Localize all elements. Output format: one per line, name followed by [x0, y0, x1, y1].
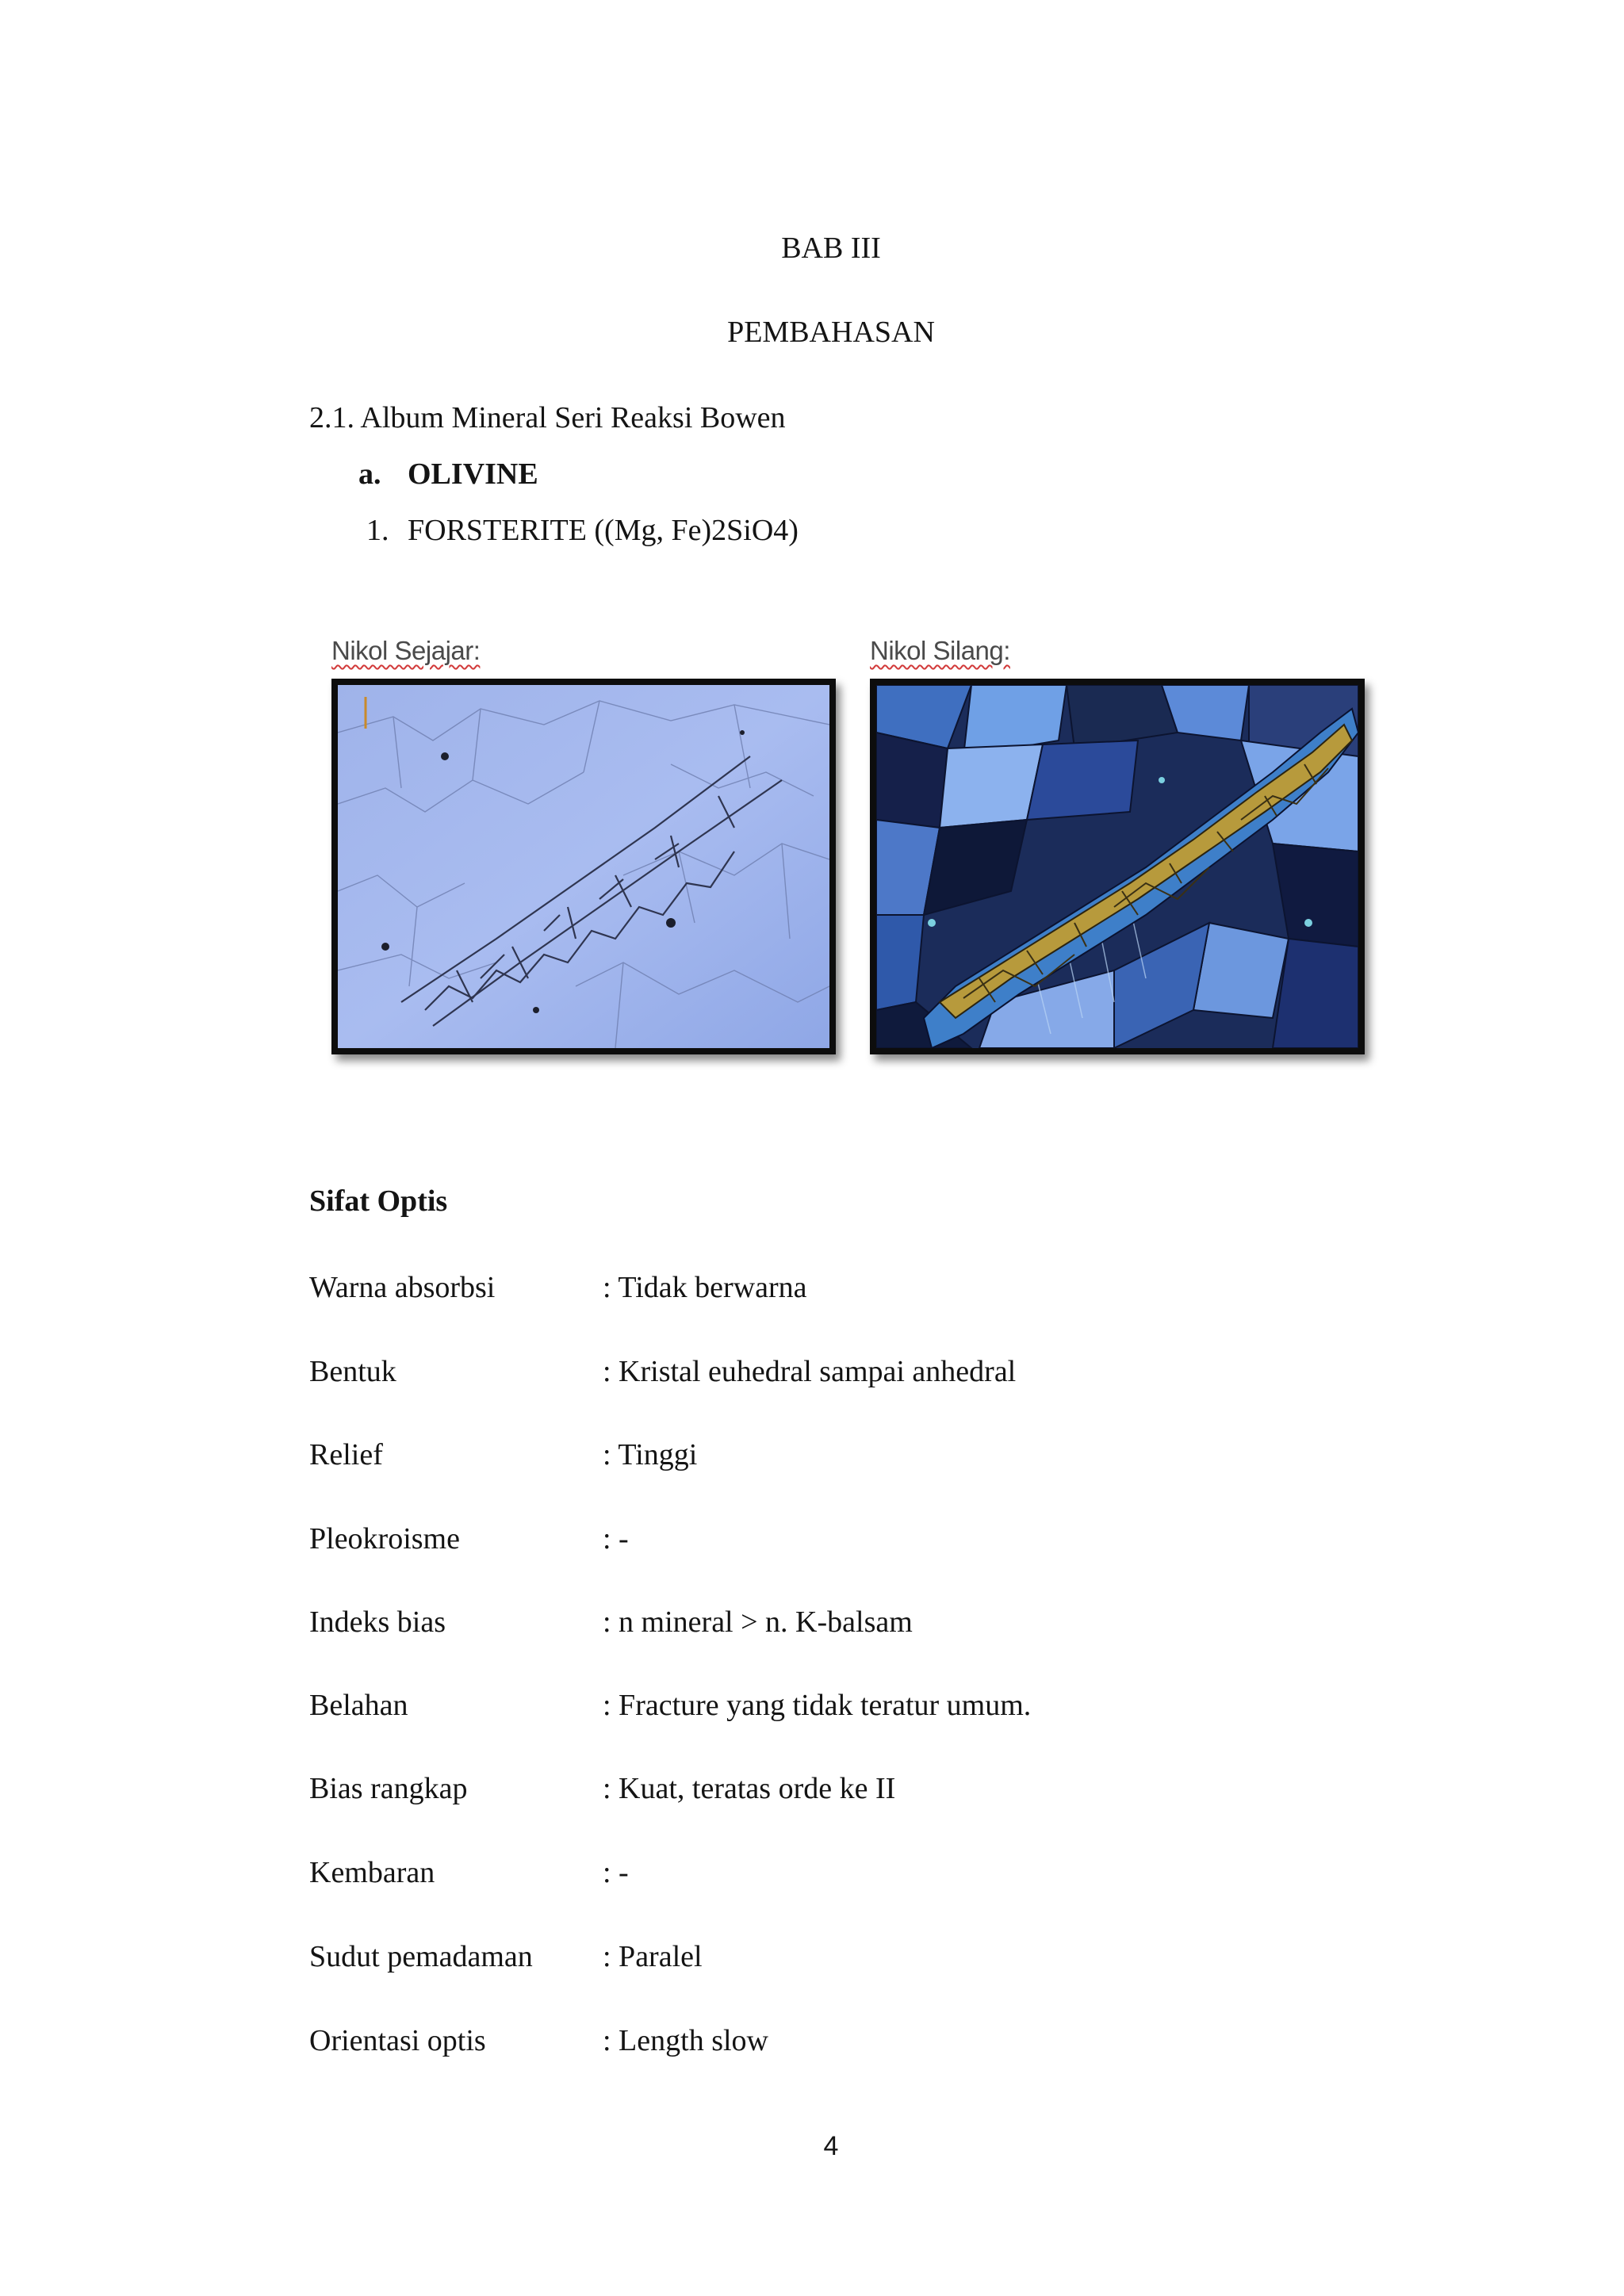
- subsection-title: OLIVINE: [408, 457, 538, 491]
- property-label: Sudut pemadaman: [309, 1940, 533, 1973]
- figure-caption-crossed: Nikol Silang:: [870, 636, 1010, 665]
- property-value: : -: [603, 1856, 629, 1889]
- subsection-marker: a.: [358, 457, 381, 491]
- property-value: : Fracture yang tidak teratur umum.: [603, 1689, 1032, 1722]
- photomicrograph-crossed-nicols: [870, 679, 1365, 1054]
- property-label: Relief: [309, 1438, 383, 1471]
- property-label: Pleokroisme: [309, 1522, 460, 1556]
- property-value: : Kristal euhedral sampai anhedral: [603, 1355, 1017, 1388]
- property-label: Orientasi optis: [309, 2024, 486, 2057]
- property-value: : Tinggi: [603, 1438, 698, 1471]
- property-label: Bentuk: [309, 1355, 396, 1388]
- section-heading: 2.1. Album Mineral Seri Reaksi Bowen: [309, 401, 786, 434]
- item-number: 1.: [366, 514, 389, 547]
- property-label: Belahan: [309, 1689, 408, 1722]
- property-label: Warna absorbsi: [309, 1271, 496, 1304]
- property-value: : n mineral > n. K-balsam: [603, 1605, 913, 1639]
- page-number: 4: [823, 2131, 839, 2161]
- property-value: : Paralel: [603, 1940, 703, 1973]
- property-label: Bias rangkap: [309, 1772, 468, 1805]
- chapter-title: PEMBAHASAN: [727, 316, 935, 349]
- figure-caption-parallel: Nikol Sejajar:: [331, 636, 481, 665]
- property-value: : Kuat, teratas orde ke II: [603, 1772, 896, 1805]
- property-label: Kembaran: [309, 1856, 435, 1889]
- item-title: FORSTERITE ((Mg, Fe)2SiO4): [408, 514, 799, 547]
- photomicrograph-parallel-nicols: [331, 679, 836, 1054]
- property-label: Indeks bias: [309, 1605, 446, 1639]
- property-value: : Tidak berwarna: [603, 1271, 807, 1304]
- property-value: : Length slow: [603, 2024, 768, 2057]
- property-value: : -: [603, 1522, 629, 1556]
- chapter-number: BAB III: [781, 232, 881, 265]
- properties-heading: Sifat Optis: [309, 1184, 448, 1218]
